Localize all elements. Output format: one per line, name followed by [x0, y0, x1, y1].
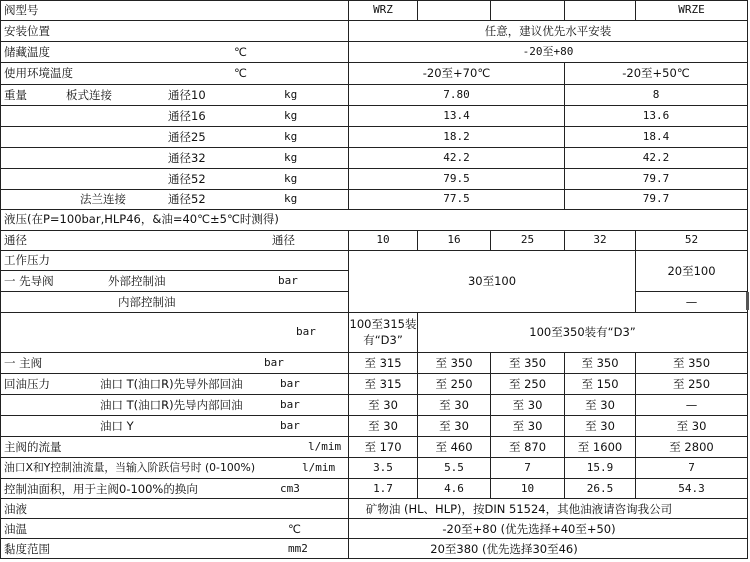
row-sublabel: 油口 T(油口R)先导外部回油: [100, 377, 243, 391]
unit-label: bar: [280, 419, 300, 432]
row-label: 黏度范围: [4, 542, 50, 556]
cell-value: 4.6: [444, 482, 464, 495]
cell-value: 至 30: [368, 419, 398, 433]
cell-value: 16: [447, 233, 461, 246]
row-line: [0, 518, 748, 519]
column-line: [490, 0, 491, 21]
cell-value: 至 250: [672, 377, 711, 391]
row-label: 油口X和Y控制油流量，当输入阶跃信号时 (0-100%): [4, 461, 256, 474]
cell-value: 至 350: [581, 356, 619, 370]
row-sublabel: 油口 T(油口R)先导内部回油: [100, 398, 243, 412]
unit-label: kg: [284, 88, 298, 101]
cell-value: 至 460: [435, 440, 473, 454]
cell-value: 7.80: [443, 88, 470, 101]
cell-value: 有“D3”: [363, 333, 403, 347]
cell-value: 至 30: [439, 398, 469, 412]
cell-value: -20至+80: [522, 45, 574, 58]
cell-value: 77.5: [443, 192, 470, 205]
cell-value: 1.7: [373, 482, 393, 495]
cell-value: —: [685, 398, 698, 412]
cell-value: 至 30: [585, 419, 615, 433]
cell-value: 至 250: [508, 377, 547, 391]
cell-value: 至 30: [676, 419, 707, 433]
row-label: 储藏温度: [4, 45, 50, 59]
cell-value: 8: [652, 88, 660, 101]
cell-value: 20至380 (优先选择30至46): [430, 542, 578, 556]
cell-value: 至 250: [435, 377, 473, 391]
cell-value: 54.3: [678, 482, 705, 495]
unit-label: kg: [284, 130, 298, 143]
row-sublabel: 板式连接: [66, 88, 112, 102]
row-line: [0, 126, 748, 127]
row-sublabel: 一 先导阀: [4, 274, 54, 288]
cell-value: 至 150: [581, 377, 619, 391]
unit-label: kg: [284, 151, 298, 164]
dn-label: 通径16: [168, 109, 206, 123]
col-header-wrz: WRZ: [373, 3, 393, 16]
row-line: [0, 84, 748, 85]
unit-label: l/mim: [308, 440, 342, 453]
row-sublabel: 内部控制油: [118, 295, 176, 309]
cell-value: 至 350: [435, 356, 473, 370]
row-line: [0, 41, 748, 42]
unit-label: kg: [284, 172, 298, 185]
cell-value: 32: [593, 233, 607, 246]
row-label: 回油压力: [4, 377, 50, 391]
cell-value: 10: [376, 233, 390, 246]
row-line: [635, 291, 748, 292]
cell-value: 至 315: [364, 377, 402, 391]
row-label: 控制油面积，用于主阀0-100%的换向: [4, 482, 198, 496]
column-line: [747, 0, 748, 559]
unit-label: ℃: [288, 522, 301, 536]
cell-value: 52: [684, 233, 699, 246]
dn-label: 通径10: [168, 88, 206, 102]
row-sublabel: 一 主阀: [4, 356, 43, 370]
cell-value: 7: [524, 461, 531, 474]
row-label: 工作压力: [4, 253, 50, 267]
cell-value: —: [685, 295, 698, 309]
cell-value: 至 30: [512, 398, 543, 412]
cell-value: 100至315装: [349, 317, 417, 331]
row-line: [0, 538, 748, 539]
cell-value: 5.5: [444, 461, 464, 474]
cell-value: 7: [688, 461, 695, 474]
row-sublabel: 通径: [272, 233, 295, 247]
cell-value: 至 2800: [669, 440, 714, 454]
row-label: 阀型号: [4, 3, 39, 17]
cell-value: -20至+70℃: [422, 66, 491, 80]
row-line: [0, 291, 348, 292]
dn-label: 通径52: [168, 172, 206, 186]
row-label: 通径: [4, 233, 27, 247]
cell-value: 79.5: [443, 172, 470, 185]
cell-value: 30至100: [467, 274, 517, 288]
cell-value: 至 30: [368, 398, 398, 412]
cell-value: 42.2: [642, 151, 670, 164]
row-label: 油液: [4, 502, 27, 516]
cell-value: 20至100: [667, 264, 716, 278]
cell-value: 至 170: [364, 440, 402, 454]
cell-value: 至 1600: [577, 440, 623, 454]
cell-value: 至 315: [364, 356, 402, 370]
column-line: [564, 0, 565, 21]
cell-value: 25: [520, 233, 535, 246]
row-line: [0, 62, 748, 63]
cell-value: 18.4: [642, 130, 670, 143]
row-label: 主阀的流量: [4, 440, 62, 454]
cell-value: 13.6: [642, 109, 670, 122]
col-header-wrze: WRZE: [678, 3, 705, 16]
unit-label: cm3: [280, 482, 300, 495]
unit-label: ℃: [234, 66, 247, 80]
cell-value: 任意，建议优先水平安装: [484, 24, 612, 38]
cell-value: 至 30: [512, 419, 543, 433]
row-line: [0, 498, 748, 499]
unit-label: bar: [280, 398, 300, 411]
cell-value: -20至+50℃: [622, 66, 690, 80]
cell-value: 至 350: [672, 356, 711, 370]
cell-value: 至 30: [439, 419, 469, 433]
unit-label: l/mim: [302, 461, 336, 474]
cell-value: 至 350: [508, 356, 547, 370]
unit-label: bar: [296, 325, 316, 338]
row-line: [0, 105, 748, 106]
cell-value: 100至350装有“D3”: [529, 325, 636, 339]
unit-label: bar: [278, 274, 298, 287]
row-label: 重量: [4, 88, 27, 102]
dn-label: 通径52: [168, 192, 206, 206]
cell-value: 至 870: [508, 440, 547, 454]
row-label: 使用环境温度: [4, 66, 73, 80]
row-sublabel: 外部控制油: [108, 274, 166, 288]
row-line: [0, 209, 748, 210]
cell-value: -20至+80 (优先选择+40至+50): [442, 522, 616, 536]
cell-value: 42.2: [443, 151, 470, 164]
row-label: 油温: [4, 522, 27, 536]
cell-value: 至 30: [585, 398, 615, 412]
unit-label: bar: [280, 377, 300, 390]
column-line: [0, 0, 1, 559]
cell-value: 15.9: [586, 461, 614, 474]
dn-label: 通径32: [168, 151, 206, 165]
row-line: [0, 147, 748, 148]
cell-value: 3.5: [373, 461, 393, 474]
cell-value: 18.2: [443, 130, 470, 143]
unit-label: kg: [284, 192, 298, 205]
unit-label: ℃: [234, 45, 247, 59]
row-sublabel: 油口 Y: [100, 419, 134, 433]
cell-value: 79.7: [642, 192, 670, 205]
row-sublabel: 法兰连接: [80, 192, 126, 206]
section-heading: 液压(在P=100bar,HLP46，&油=40℃±5℃时测得): [4, 212, 279, 226]
unit-label: bar: [264, 356, 284, 369]
cell-value: 矿物油 (HL、HLP)，按DIN 51524，其他油液请咨询我公司: [365, 502, 673, 516]
dn-label: 通径25: [168, 130, 206, 144]
column-line: [417, 0, 418, 21]
cell-value: 26.5: [586, 482, 614, 495]
row-line: [0, 168, 748, 169]
unit-label: kg: [284, 109, 298, 122]
row-line: [0, 558, 748, 559]
row-label: 安装位置: [4, 24, 50, 38]
cell-value: 13.4: [443, 109, 470, 122]
cell-value: 79.7: [642, 172, 670, 185]
row-line: [0, 189, 748, 190]
unit-label: mm2: [288, 542, 308, 555]
row-line: [0, 270, 348, 271]
cell-value: 10: [520, 482, 535, 495]
